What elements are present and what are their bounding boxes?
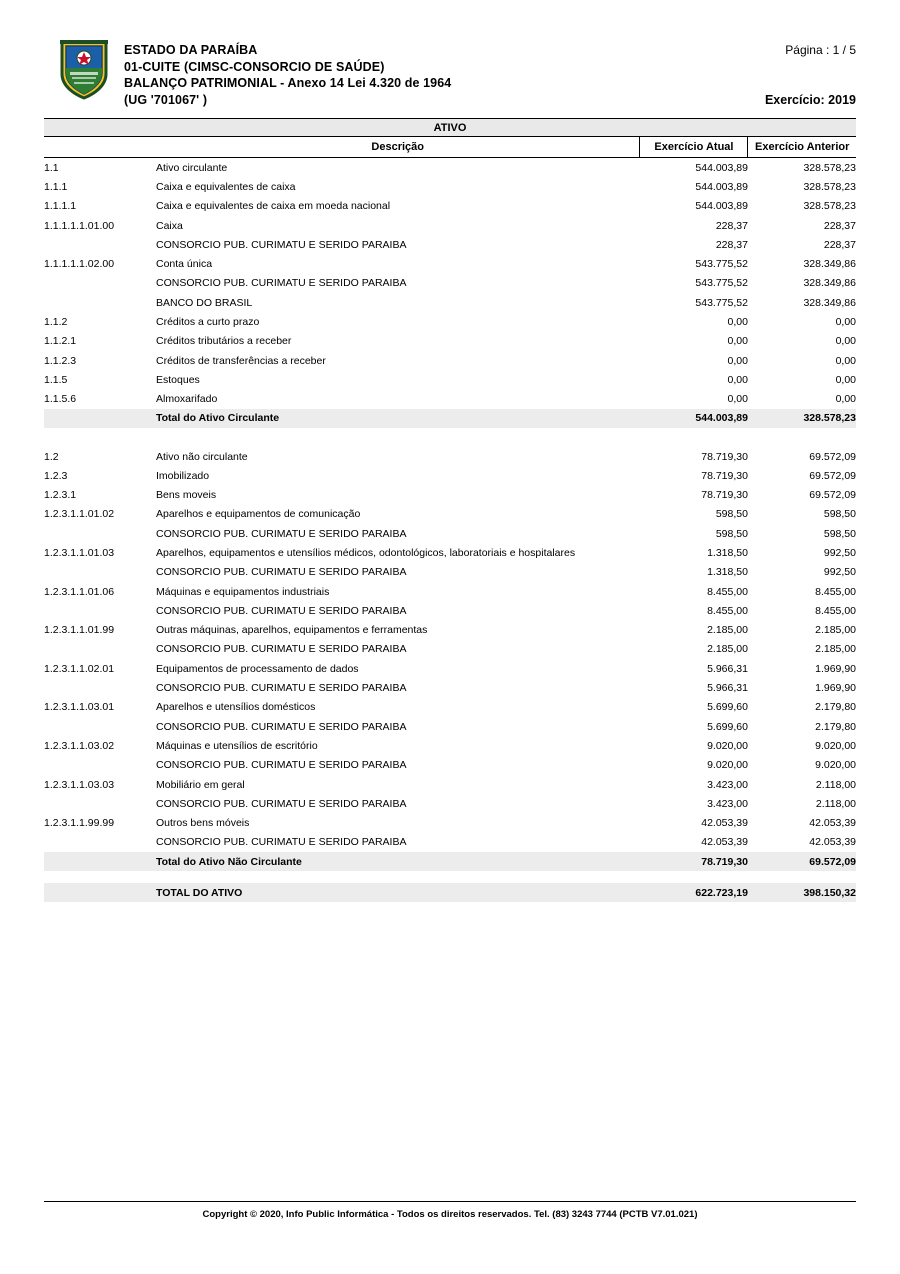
table-row bbox=[44, 524, 856, 543]
row-code: 1.2.3 bbox=[44, 469, 68, 482]
table-row bbox=[44, 505, 856, 524]
row-previous-value: 2.185,00 bbox=[815, 624, 856, 637]
row-current-value: 543.775,52 bbox=[695, 258, 748, 271]
org-entity: 01-CUITE (CIMSC-CONSORCIO DE SAÚDE) bbox=[124, 59, 385, 74]
row-description: Total do Ativo Não Circulante bbox=[156, 852, 640, 871]
row-previous-value: 2.179,80 bbox=[815, 701, 856, 714]
row-code: 1.2.3.1.1.03.01 bbox=[44, 701, 115, 714]
row-code bbox=[44, 274, 156, 293]
row-previous-value: 598,50 bbox=[823, 527, 856, 540]
row-current-value: 228,37 bbox=[715, 219, 748, 232]
row-current-value: 598,50 bbox=[715, 508, 748, 521]
row-code bbox=[44, 409, 156, 428]
row-previous-value: 1.969,90 bbox=[815, 662, 856, 675]
page-number: Página : 1 / 5 bbox=[785, 43, 856, 57]
row-code: 1.2.3.1.1.03.03 bbox=[44, 778, 115, 791]
row-previous-value: 69.572,09 bbox=[748, 852, 856, 871]
row-description: Total do Ativo Circulante bbox=[156, 409, 640, 428]
row-current-value: 9.020,00 bbox=[707, 759, 748, 772]
row-previous-value: 2.118,00 bbox=[815, 797, 856, 810]
footer-copyright: Copyright © 2020, Info Public Informática - Todos os direitos reservados. Tel. (83) 3243 7744 (PCTB V7.01.021) bbox=[202, 1209, 698, 1220]
row-description: Créditos a curto prazo bbox=[156, 316, 260, 329]
row-previous-value: 0,00 bbox=[835, 373, 856, 386]
row-current-value: 543.775,52 bbox=[695, 277, 748, 290]
table-body bbox=[44, 119, 856, 902]
row-code bbox=[44, 717, 156, 736]
table-spacer-row bbox=[44, 428, 856, 447]
exercicio-label: Exercício: 2019 bbox=[764, 93, 856, 107]
row-code bbox=[44, 235, 156, 254]
row-current-value: 78.719,30 bbox=[640, 852, 748, 871]
row-code bbox=[44, 293, 156, 312]
row-description: Mobiliário em geral bbox=[156, 778, 245, 791]
row-current-value: 5.699,60 bbox=[707, 720, 748, 733]
row-current-value: 2.185,00 bbox=[707, 624, 748, 637]
row-previous-value: 2.118,00 bbox=[815, 778, 856, 791]
row-previous-value: 0,00 bbox=[835, 316, 856, 329]
row-current-value: 8.455,00 bbox=[707, 604, 748, 617]
row-code: 1.1.2.3 bbox=[44, 354, 77, 367]
row-current-value: 598,50 bbox=[715, 527, 748, 540]
row-previous-value: 9.020,00 bbox=[815, 759, 856, 772]
row-description: CONSORCIO PUB. CURIMATU E SERIDO PARAIBA bbox=[156, 797, 407, 810]
row-current-value: 1.318,50 bbox=[707, 566, 748, 579]
row-current-value: 543.775,52 bbox=[695, 296, 748, 309]
table-row bbox=[44, 794, 856, 813]
table-row bbox=[44, 640, 856, 659]
row-current-value: 0,00 bbox=[727, 335, 748, 348]
brasao-paraiba-icon bbox=[58, 38, 110, 100]
table-row bbox=[44, 678, 856, 697]
row-description: Caixa e equivalentes de caixa em moeda nacional bbox=[156, 200, 391, 213]
column-header-description: Descrição bbox=[156, 137, 640, 158]
row-current-value: 3.423,00 bbox=[707, 797, 748, 810]
row-code: 1.1.1.1 bbox=[44, 200, 77, 213]
row-code: 1.2.3.1.1.01.06 bbox=[44, 585, 115, 598]
table-row bbox=[44, 485, 856, 504]
row-current-value: 3.423,00 bbox=[707, 778, 748, 791]
row-current-value: 544.003,89 bbox=[695, 161, 748, 174]
header-title-block bbox=[124, 38, 656, 108]
row-code: 1.1.1.1.1.01.00 bbox=[44, 219, 115, 232]
row-previous-value: 8.455,00 bbox=[815, 585, 856, 598]
row-description: Máquinas e utensílios de escritório bbox=[156, 739, 318, 752]
row-code: 1.1.2 bbox=[44, 316, 68, 329]
row-code: 1.2.3.1.1.01.99 bbox=[44, 624, 115, 637]
row-current-value: 0,00 bbox=[727, 393, 748, 406]
table-row bbox=[44, 216, 856, 235]
row-current-value: 228,37 bbox=[715, 238, 748, 251]
row-previous-value: 328.578,23 bbox=[803, 200, 856, 213]
row-previous-value: 398.150,32 bbox=[748, 883, 856, 902]
row-code bbox=[44, 756, 156, 775]
row-code bbox=[44, 883, 156, 902]
table-row bbox=[44, 756, 856, 775]
column-header-previous: Exercício Anterior bbox=[748, 137, 856, 158]
row-previous-value: 328.349,86 bbox=[803, 258, 856, 271]
row-description: Aparelhos e equipamentos de comunicação bbox=[156, 508, 361, 521]
row-code bbox=[44, 524, 156, 543]
row-previous-value: 228,37 bbox=[823, 219, 856, 232]
row-current-value: 0,00 bbox=[727, 354, 748, 367]
footer-divider bbox=[44, 1201, 856, 1202]
document-header bbox=[44, 38, 856, 116]
row-description: CONSORCIO PUB. CURIMATU E SERIDO PARAIBA bbox=[156, 527, 407, 540]
table-row bbox=[44, 370, 856, 389]
table-row bbox=[44, 717, 856, 736]
table-row bbox=[44, 351, 856, 370]
row-description: CONSORCIO PUB. CURIMATU E SERIDO PARAIBA bbox=[156, 277, 407, 290]
row-current-value: 5.699,60 bbox=[707, 701, 748, 714]
table-row bbox=[44, 775, 856, 794]
row-description: TOTAL DO ATIVO bbox=[156, 883, 640, 902]
row-previous-value: 228,37 bbox=[823, 238, 856, 251]
row-description: CONSORCIO PUB. CURIMATU E SERIDO PARAIBA bbox=[156, 720, 407, 733]
row-code: 1.1 bbox=[44, 161, 59, 174]
row-code: 1.2 bbox=[44, 450, 59, 463]
table-row bbox=[44, 814, 856, 833]
row-previous-value: 992,50 bbox=[823, 546, 856, 559]
row-previous-value: 9.020,00 bbox=[815, 739, 856, 752]
row-previous-value: 328.578,23 bbox=[803, 161, 856, 174]
row-description: Créditos tributários a receber bbox=[156, 335, 292, 348]
row-previous-value: 0,00 bbox=[835, 393, 856, 406]
table-row bbox=[44, 659, 856, 678]
row-previous-value: 0,00 bbox=[835, 354, 856, 367]
row-code bbox=[44, 601, 156, 620]
row-description: Almoxarifado bbox=[156, 393, 218, 406]
table-row bbox=[44, 736, 856, 755]
report-title: BALANÇO PATRIMONIAL - Anexo 14 Lei 4.320 de 1964 bbox=[124, 76, 452, 90]
row-current-value: 42.053,39 bbox=[701, 817, 748, 830]
row-description: Estoques bbox=[156, 373, 200, 386]
row-code: 1.2.3.1.1.01.02 bbox=[44, 508, 115, 521]
row-description: CONSORCIO PUB. CURIMATU E SERIDO PARAIBA bbox=[156, 604, 407, 617]
table-row bbox=[44, 390, 856, 409]
row-description: Conta única bbox=[156, 258, 213, 271]
row-description: Máquinas e equipamentos industriais bbox=[156, 585, 330, 598]
row-current-value: 42.053,39 bbox=[701, 836, 748, 849]
row-current-value: 1.318,50 bbox=[707, 546, 748, 559]
row-description: CONSORCIO PUB. CURIMATU E SERIDO PARAIBA bbox=[156, 643, 407, 656]
row-description: Aparelhos, equipamentos e utensílios médicos, odontológicos, laboratoriais e hospitalares bbox=[156, 546, 576, 559]
row-previous-value: 69.572,09 bbox=[809, 469, 856, 482]
table-row bbox=[44, 447, 856, 466]
row-code bbox=[44, 640, 156, 659]
row-previous-value: 328.578,23 bbox=[748, 409, 856, 428]
ug-code: (UG '701067' ) bbox=[124, 92, 208, 107]
row-previous-value: 2.179,80 bbox=[815, 720, 856, 733]
row-code: 1.2.3.1.1.02.01 bbox=[44, 662, 115, 675]
spacer-cell bbox=[44, 871, 856, 883]
row-code: 1.1.1 bbox=[44, 180, 68, 193]
row-code bbox=[44, 794, 156, 813]
spacer-cell bbox=[44, 428, 856, 447]
row-description: CONSORCIO PUB. CURIMATU E SERIDO PARAIBA bbox=[156, 238, 407, 251]
row-description: Outras máquinas, aparelhos, equipamentos e ferramentas bbox=[156, 624, 428, 637]
table-row bbox=[44, 293, 856, 312]
row-current-value: 5.966,31 bbox=[707, 662, 748, 675]
section-title-row bbox=[44, 119, 856, 137]
row-description: CONSORCIO PUB. CURIMATU E SERIDO PARAIBA bbox=[156, 682, 407, 695]
row-current-value: 0,00 bbox=[727, 373, 748, 386]
row-description: Imobilizado bbox=[156, 469, 210, 482]
table-row bbox=[44, 332, 856, 351]
table-total-row bbox=[44, 409, 856, 428]
table-row bbox=[44, 197, 856, 216]
column-header-current: Exercício Atual bbox=[640, 137, 748, 158]
header-right-block bbox=[656, 38, 856, 107]
row-description: Bens moveis bbox=[156, 489, 217, 502]
row-description: CONSORCIO PUB. CURIMATU E SERIDO PARAIBA bbox=[156, 566, 407, 579]
row-description: CONSORCIO PUB. CURIMATU E SERIDO PARAIBA bbox=[156, 836, 407, 849]
row-code: 1.1.2.1 bbox=[44, 335, 77, 348]
row-current-value: 2.185,00 bbox=[707, 643, 748, 656]
row-current-value: 622.723,19 bbox=[640, 883, 748, 902]
row-code: 1.2.3.1.1.01.03 bbox=[44, 546, 115, 559]
row-previous-value: 1.969,90 bbox=[815, 682, 856, 695]
row-code: 1.1.5 bbox=[44, 373, 68, 386]
row-description: Outros bens móveis bbox=[156, 817, 250, 830]
row-description: BANCO DO BRASIL bbox=[156, 296, 253, 309]
row-code: 1.1.5.6 bbox=[44, 393, 77, 406]
table-row bbox=[44, 621, 856, 640]
table-row bbox=[44, 601, 856, 620]
table-row bbox=[44, 698, 856, 717]
row-description: Caixa bbox=[156, 219, 183, 232]
table-row bbox=[44, 235, 856, 254]
row-description: Equipamentos de processamento de dados bbox=[156, 662, 359, 675]
row-previous-value: 598,50 bbox=[823, 508, 856, 521]
table-row bbox=[44, 254, 856, 273]
row-code: 1.2.3.1.1.03.02 bbox=[44, 739, 115, 752]
row-previous-value: 69.572,09 bbox=[809, 489, 856, 502]
row-code: 1.2.3.1.1.99.99 bbox=[44, 817, 115, 830]
row-previous-value: 8.455,00 bbox=[815, 604, 856, 617]
row-description: Aparelhos e utensílios domésticos bbox=[156, 701, 316, 714]
row-previous-value: 69.572,09 bbox=[809, 450, 856, 463]
row-code: 1.1.1.1.1.02.00 bbox=[44, 258, 115, 271]
row-current-value: 78.719,30 bbox=[701, 489, 748, 502]
table-row bbox=[44, 274, 856, 293]
row-current-value: 9.020,00 bbox=[707, 739, 748, 752]
row-current-value: 544.003,89 bbox=[695, 200, 748, 213]
row-previous-value: 328.578,23 bbox=[803, 180, 856, 193]
row-code bbox=[44, 678, 156, 697]
row-description: CONSORCIO PUB. CURIMATU E SERIDO PARAIBA bbox=[156, 759, 407, 772]
column-header-row bbox=[44, 137, 856, 158]
row-current-value: 8.455,00 bbox=[707, 585, 748, 598]
row-current-value: 5.966,31 bbox=[707, 682, 748, 695]
table-row bbox=[44, 582, 856, 601]
table-row bbox=[44, 158, 856, 178]
column-header-code bbox=[44, 137, 156, 158]
table-total-row bbox=[44, 852, 856, 871]
balance-sheet-table bbox=[44, 119, 856, 902]
table-total-row bbox=[44, 883, 856, 902]
row-current-value: 0,00 bbox=[727, 316, 748, 329]
row-code bbox=[44, 563, 156, 582]
row-previous-value: 42.053,39 bbox=[809, 817, 856, 830]
row-previous-value: 992,50 bbox=[823, 566, 856, 579]
table-row bbox=[44, 466, 856, 485]
row-current-value: 544.003,89 bbox=[640, 409, 748, 428]
row-description: Créditos de transferências a receber bbox=[156, 354, 326, 367]
row-code: 1.2.3.1 bbox=[44, 489, 77, 502]
table-row bbox=[44, 312, 856, 331]
row-previous-value: 328.349,86 bbox=[803, 296, 856, 309]
table-row bbox=[44, 563, 856, 582]
document-footer bbox=[44, 1201, 856, 1220]
row-current-value: 78.719,30 bbox=[701, 450, 748, 463]
row-code bbox=[44, 833, 156, 852]
table-row bbox=[44, 833, 856, 852]
row-previous-value: 2.185,00 bbox=[815, 643, 856, 656]
row-description: Ativo não circulante bbox=[156, 450, 248, 463]
row-code bbox=[44, 852, 156, 871]
row-previous-value: 328.349,86 bbox=[803, 277, 856, 290]
row-previous-value: 0,00 bbox=[835, 335, 856, 348]
row-current-value: 78.719,30 bbox=[701, 469, 748, 482]
table-spacer-row bbox=[44, 871, 856, 883]
table-row bbox=[44, 177, 856, 196]
row-description: Ativo circulante bbox=[156, 161, 228, 174]
row-previous-value: 42.053,39 bbox=[809, 836, 856, 849]
org-state: ESTADO DA PARAÍBA bbox=[124, 43, 258, 57]
table-row bbox=[44, 543, 856, 562]
section-title-ativo: ATIVO bbox=[44, 119, 856, 137]
row-current-value: 544.003,89 bbox=[695, 180, 748, 193]
row-description: Caixa e equivalentes de caixa bbox=[156, 180, 296, 193]
